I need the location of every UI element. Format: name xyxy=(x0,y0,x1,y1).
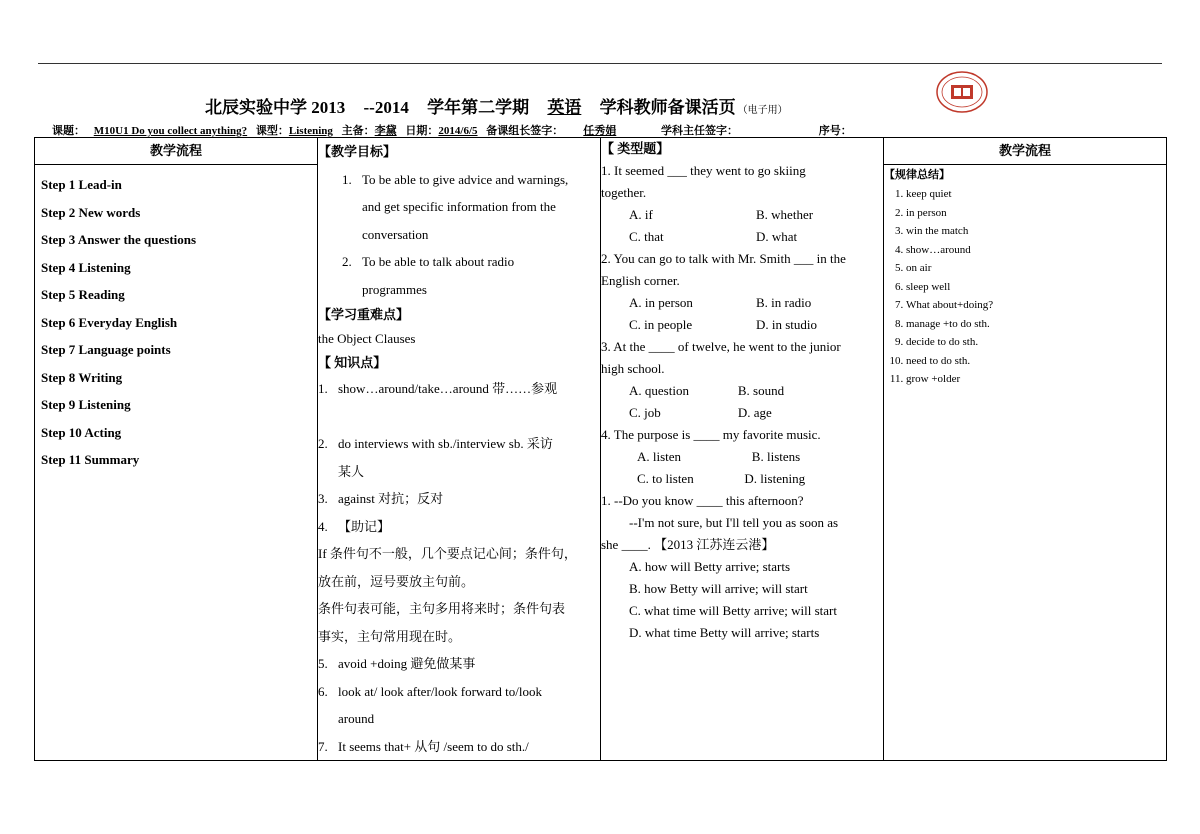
option: A. in person xyxy=(629,295,693,310)
key-points-text: the Object Clauses xyxy=(318,331,416,346)
knowledge-item: against 对抗；反对 xyxy=(338,491,444,506)
group-leader-label: 备课组长签字： xyxy=(486,125,564,137)
question-stem-cont: --I'm not sure, but I'll tell you as soon as xyxy=(629,515,839,530)
date-value: 2014/6/5 xyxy=(438,125,478,137)
author-value: 李黛 xyxy=(374,125,397,137)
option: B. sound xyxy=(737,383,785,398)
step-item: Step 2 New words xyxy=(41,204,141,220)
knowledge-number: 6. xyxy=(318,683,328,699)
question-stem-cont: she ____. 【2013 江苏连云港】 xyxy=(601,537,775,552)
term: 学年第二学期 xyxy=(427,98,530,117)
doc-title: 学科教师备课活页 xyxy=(599,98,736,117)
step-item: Step 1 Lead-in xyxy=(41,177,122,192)
goal-item xyxy=(362,166,568,249)
knowledge-number: 1. xyxy=(318,381,328,396)
question-stem-cont: English corner. xyxy=(601,273,680,288)
exercises-heading: 【 类型题】 xyxy=(601,141,670,156)
knowledge-item-cont: 事实，主句常用现在时。 xyxy=(318,628,462,644)
knowledge-item: If 条件句不一般，几个要点记心间；条件句， xyxy=(318,546,577,561)
school-name: 北辰实验中学 2013 xyxy=(205,98,346,117)
option: B. in radio xyxy=(756,295,812,310)
option: A. question xyxy=(629,383,689,398)
rule-item: 10. need to do sth. xyxy=(906,352,1166,371)
rule-item: 5. on air xyxy=(906,259,1166,278)
rule-item: 1. keep quiet xyxy=(906,185,1166,204)
rules-list xyxy=(884,185,1166,389)
steps-list xyxy=(35,165,317,474)
step-item: Step 9 Listening xyxy=(41,397,131,412)
rule-item: 8. manage +to do sth. xyxy=(906,315,1166,334)
topic-value: M10U1 Do you collect anything? xyxy=(93,125,248,137)
option: B. listens xyxy=(751,449,801,464)
date-label: 日期： xyxy=(405,125,439,137)
director-label: 学科主任签字： xyxy=(661,125,739,137)
group-leader-value: 任秀娟 xyxy=(583,125,617,137)
topic-label: 课题： xyxy=(52,125,85,137)
goal-line: conversation xyxy=(362,226,429,242)
rule-item: 2. in person xyxy=(906,204,1166,223)
option: A. how will Betty arrive; starts xyxy=(629,559,791,574)
option: D. in studio xyxy=(756,317,818,332)
school-seal-logo xyxy=(935,70,989,114)
knowledge-number: 4. xyxy=(318,518,328,534)
question-stem: 3. At the ____ of twelve, he went to the junior xyxy=(601,339,841,354)
rule-item: 7. What about+doing? xyxy=(906,296,1166,315)
knowledge-number: 7. xyxy=(318,738,328,754)
rules-heading: 【规律总结】 xyxy=(884,169,950,181)
question-stem-cont: together. xyxy=(601,185,647,200)
header-rule xyxy=(38,63,1162,64)
knowledge-item: 【助记】 xyxy=(338,518,391,534)
goal-number: 1. xyxy=(342,171,352,187)
option: C. what time will Betty arrive; will start xyxy=(629,603,837,618)
knowledge-number: 3. xyxy=(318,491,328,506)
rule-item: 11. grow +older xyxy=(906,370,1166,389)
serial-blank xyxy=(852,125,896,137)
option: D. what xyxy=(756,229,798,244)
step-item: Step 8 Writing xyxy=(41,369,123,385)
option: A. listen xyxy=(637,449,682,464)
question-stem: 1. It seemed ___ they went to go skiing xyxy=(601,163,806,178)
knowledge-number: 2. xyxy=(318,436,328,451)
question-stem: 4. The purpose is ____ my favorite music. xyxy=(601,427,821,442)
option: D. age xyxy=(737,405,772,420)
school-years: --2014 xyxy=(363,98,409,117)
option: B. how Betty will arrive; will start xyxy=(629,581,808,596)
director-blank xyxy=(738,125,802,137)
question-stem: 1. --Do you know ____ this afternoon? xyxy=(601,493,804,508)
subject: 英语 xyxy=(547,98,582,117)
step-item: Step 6 Everyday English xyxy=(41,314,178,330)
step-item: Step 4 Listening xyxy=(41,259,131,275)
knowledge-list xyxy=(318,375,600,760)
option: C. to listen xyxy=(637,471,694,486)
goals-heading: 【教学目标】 xyxy=(318,144,397,159)
doc-note: （电子用） xyxy=(737,105,788,116)
serial-label: 序号： xyxy=(818,125,852,137)
info-line xyxy=(52,122,902,138)
author-label: 主备： xyxy=(341,125,375,137)
type-label: 课型： xyxy=(255,125,289,137)
knowledge-number: 5. xyxy=(318,656,328,671)
step-item: Step 11 Summary xyxy=(41,452,140,467)
rules-column xyxy=(884,165,1167,761)
goal-line: To be able to talk about radio xyxy=(362,254,515,269)
option: C. in people xyxy=(629,317,693,332)
goal-number: 2. xyxy=(342,254,352,269)
type-value: Listening xyxy=(288,125,333,137)
rule-item: 3. win the match xyxy=(906,222,1166,241)
rule-item: 4. show…around xyxy=(906,241,1166,260)
flow-header-right: 教学流程 xyxy=(884,138,1167,165)
knowledge-item-cont: around xyxy=(338,711,375,726)
knowledge-item: avoid +doing 避免做某事 xyxy=(338,656,476,671)
knowledge-heading: 【 知识点】 xyxy=(318,355,387,370)
step-item: Step 7 Language points xyxy=(41,342,171,357)
key-points-heading: 【学习重难点】 xyxy=(318,307,410,322)
option: C. job xyxy=(629,405,661,420)
goal-line: programmes xyxy=(362,281,427,297)
step-item: Step 3 Answer the questions xyxy=(41,232,197,247)
option: C. that xyxy=(629,229,664,244)
option: D. listening xyxy=(744,471,806,486)
knowledge-item-cont: 放在前，逗号要放主句前。 xyxy=(318,573,475,589)
knowledge-item: It seems that+ 从句 /seem to do sth./ xyxy=(338,738,529,754)
page-title xyxy=(205,93,802,118)
lesson-plan-table xyxy=(34,137,1167,761)
rule-item: 6. sleep well xyxy=(906,278,1166,297)
option: B. whether xyxy=(756,207,814,222)
process-header: 教学流程 xyxy=(35,138,317,165)
question-stem: 2. You can go to talk with Mr. Smith ___ in the xyxy=(601,251,846,266)
goal-line: To be able to give advice and warnings, xyxy=(362,171,569,187)
knowledge-item: show…around/take…around 带……参观 xyxy=(338,381,558,396)
step-item: Step 5 Reading xyxy=(41,287,125,302)
option: D. what time Betty will arrive; starts xyxy=(629,625,820,640)
goal-line: and get specific information from the xyxy=(362,199,556,214)
goal-item xyxy=(362,248,514,303)
goals-column xyxy=(318,138,601,761)
process-column xyxy=(35,138,318,761)
question-stem-cont: high school. xyxy=(601,361,665,376)
option: A. if xyxy=(629,207,653,222)
step-item: Step 10 Acting xyxy=(41,424,122,440)
knowledge-item: look at/ look after/look forward to/look xyxy=(338,683,542,699)
knowledge-item: do interviews with sb./interview sb. 采访 xyxy=(338,436,553,451)
exercises-column xyxy=(601,138,884,761)
knowledge-item-cont: 某人 xyxy=(338,463,365,479)
knowledge-item: 条件句表可能，主句多用将来时；条件句表 xyxy=(318,601,566,616)
rule-item: 9. decide to do sth. xyxy=(906,333,1166,352)
